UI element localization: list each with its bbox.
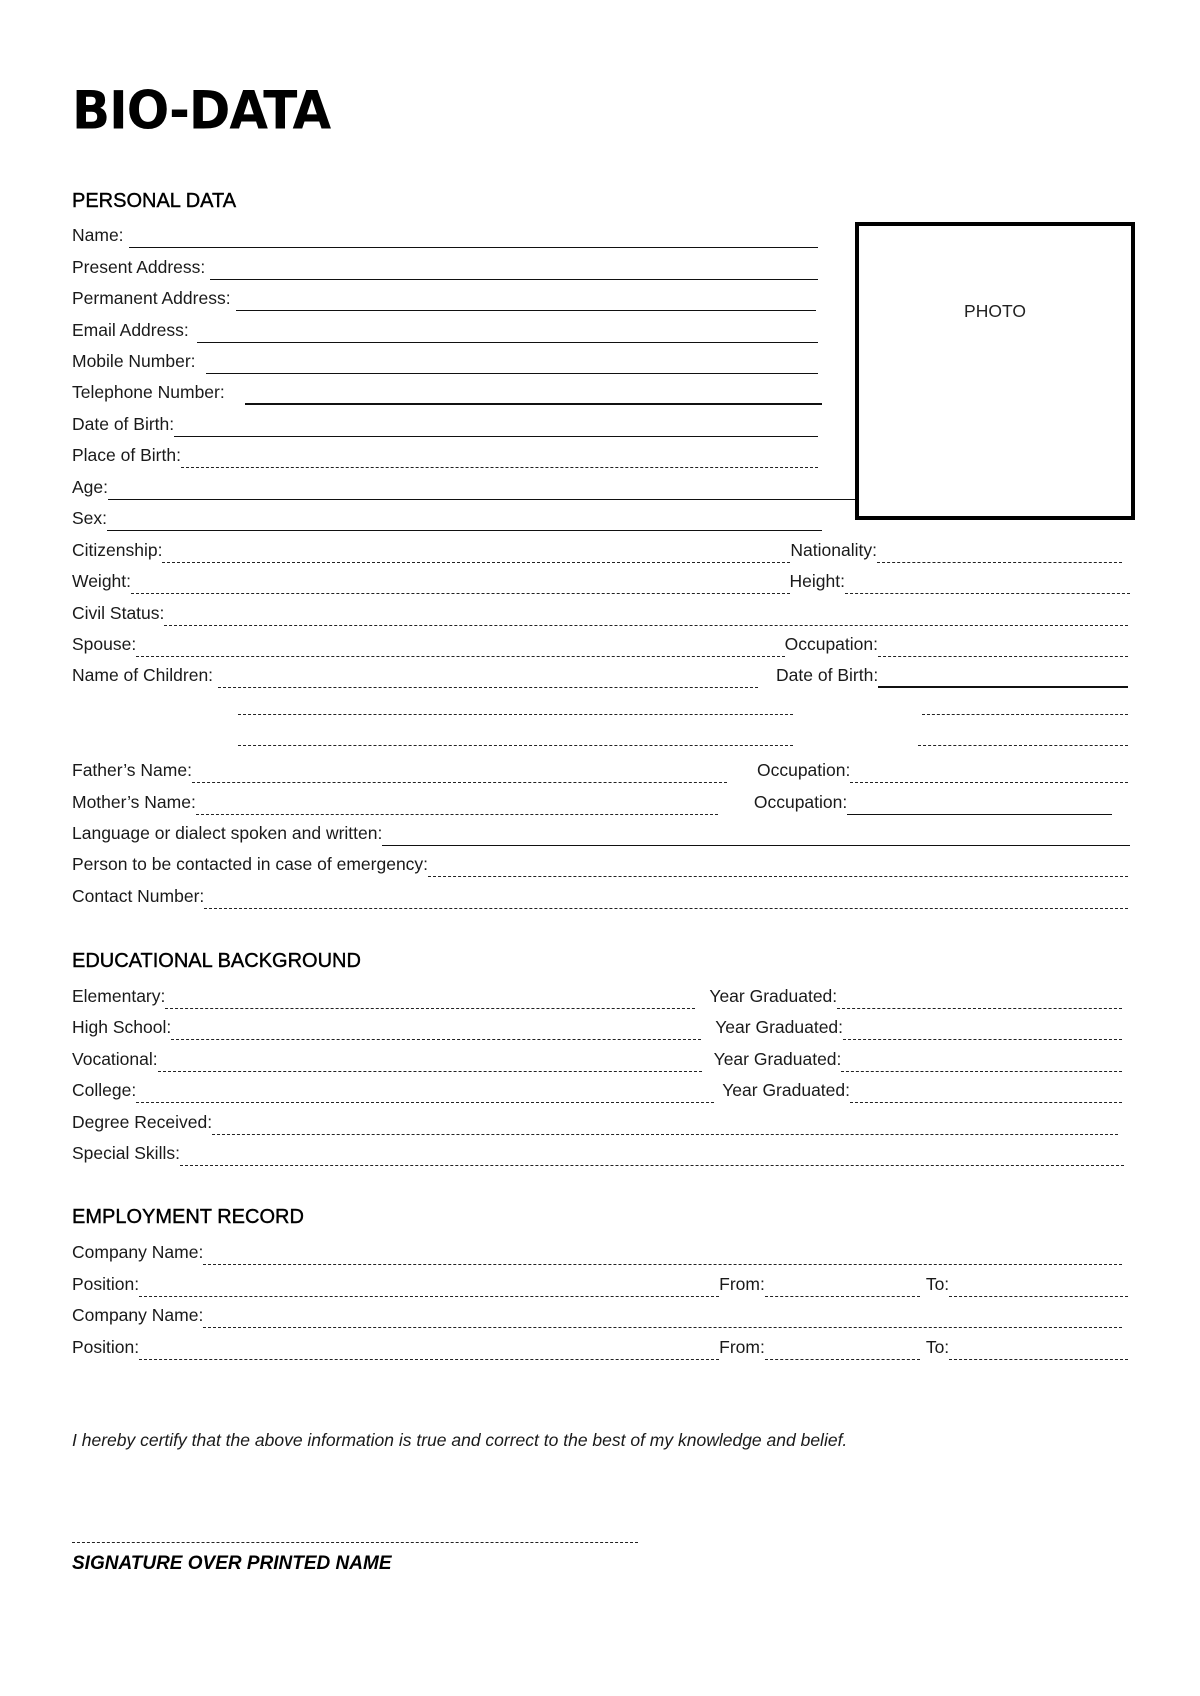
photo-box[interactable] (855, 222, 1135, 520)
dob-label: Date of Birth: (72, 414, 175, 434)
nationality-label: Nationality: (790, 540, 877, 560)
vocational-line (158, 1053, 702, 1072)
mobile-field[interactable] (72, 350, 818, 374)
emergency-row[interactable] (72, 853, 1128, 877)
signature-line[interactable] (72, 1542, 638, 1543)
high-school-row[interactable] (72, 1016, 1122, 1040)
sex-label: Sex: (72, 508, 108, 528)
mother-label: Mother’s Name: (72, 792, 196, 812)
children-line-3[interactable] (238, 744, 793, 746)
to-line-2 (949, 1341, 1128, 1360)
to-label-2: To: (925, 1337, 950, 1357)
college-row[interactable] (72, 1079, 1122, 1103)
vocational-year-line (841, 1053, 1122, 1072)
citizenship-label: Citizenship: (72, 540, 163, 560)
section-heading-employment: EMPLOYMENT RECORD (72, 1206, 304, 1228)
skills-label: Special Skills: (72, 1143, 180, 1163)
present-address-label: Present Address: (72, 257, 206, 277)
spouse-occupation-line (878, 638, 1128, 657)
position-label-2: Position: (72, 1337, 140, 1357)
mother-row[interactable] (72, 791, 1112, 815)
weight-label: Weight: (72, 571, 132, 591)
dob-field[interactable] (72, 413, 818, 437)
degree-label: Degree Received: (72, 1112, 213, 1132)
elementary-label: Elementary: (72, 986, 166, 1006)
children-dob-line-3[interactable] (918, 744, 1128, 746)
height-line (845, 575, 1130, 594)
email-field[interactable] (72, 319, 818, 343)
mobile-label: Mobile Number: (72, 351, 196, 371)
skills-row[interactable] (72, 1142, 1124, 1166)
mother-line (196, 796, 718, 815)
college-line (136, 1084, 714, 1103)
father-row[interactable] (72, 759, 1128, 783)
from-label-1: From: (719, 1274, 765, 1294)
language-label: Language or dialect spoken and written: (72, 823, 383, 843)
high-school-label: High School: (72, 1017, 172, 1037)
spouse-row[interactable] (72, 633, 1128, 657)
degree-line (212, 1116, 1118, 1135)
college-year-line (850, 1084, 1122, 1103)
civil-status-label: Civil Status: (72, 603, 165, 623)
emergency-label: Person to be contacted in case of emergency: (72, 854, 429, 874)
sex-line (107, 512, 822, 531)
contact-line (204, 890, 1128, 909)
weight-line (131, 575, 790, 594)
name-line (129, 229, 818, 248)
name-label: Name: (72, 225, 124, 245)
spouse-label: Spouse: (72, 634, 137, 654)
present-address-field[interactable] (72, 256, 818, 280)
high-school-year-label: Year Graduated: (715, 1017, 844, 1037)
children-dob-line-1 (878, 668, 1128, 688)
section-heading-education: EDUCATIONAL BACKGROUND (72, 950, 361, 972)
mobile-line (206, 355, 818, 374)
mother-occupation-label: Occupation: (753, 792, 848, 812)
degree-row[interactable] (72, 1111, 1118, 1135)
permanent-address-field[interactable] (72, 287, 816, 311)
email-line (197, 324, 818, 343)
height-label: Height: (789, 571, 845, 591)
certification-statement: I hereby certify that the above information is true and correct to the best of my knowledge and belief. (72, 1430, 848, 1450)
elementary-year-label: Year Graduated: (709, 986, 838, 1006)
mother-occupation-line (847, 796, 1112, 815)
pob-field[interactable] (72, 444, 818, 468)
from-line-1 (765, 1278, 920, 1297)
children-dob-line-2[interactable] (922, 713, 1128, 715)
children-dob-label: Date of Birth: (776, 665, 879, 685)
dob-line (174, 418, 818, 437)
high-school-year-line (843, 1021, 1122, 1040)
section-heading-personal-data: PERSONAL DATA (72, 190, 237, 212)
college-label: College: (72, 1080, 137, 1100)
telephone-line (245, 385, 822, 405)
position-row-1[interactable] (72, 1273, 1128, 1297)
position-row-2[interactable] (72, 1336, 1128, 1360)
language-line (382, 827, 1130, 846)
children-line-2[interactable] (238, 713, 793, 715)
spouse-line (136, 638, 784, 657)
high-school-line (171, 1021, 701, 1040)
children-line-1 (218, 669, 758, 688)
pob-label: Place of Birth: (72, 445, 181, 465)
company-line-2 (203, 1309, 1122, 1328)
elementary-line (165, 990, 695, 1009)
civil-status-line (164, 607, 1128, 626)
age-label: Age: (72, 477, 108, 497)
from-line-2 (765, 1341, 920, 1360)
present-address-line (210, 261, 818, 280)
position-line-2 (139, 1341, 719, 1360)
to-line-1 (949, 1278, 1128, 1297)
spouse-occupation-label: Occupation: (784, 634, 878, 654)
age-line (108, 481, 856, 500)
pob-line (181, 449, 818, 468)
document-title: BIO-DATA (72, 80, 331, 141)
children-label: Name of Children: (72, 665, 214, 685)
company-row-2[interactable] (72, 1304, 1122, 1328)
telephone-label: Telephone Number: (72, 382, 225, 402)
father-label: Father’s Name: (72, 760, 192, 780)
signature-label: SIGNATURE OVER PRINTED NAME (72, 1553, 392, 1574)
citizenship-nationality-row[interactable] (72, 539, 1122, 563)
vocational-label: Vocational: (72, 1049, 158, 1069)
contact-row[interactable] (72, 885, 1128, 909)
emergency-line (428, 858, 1128, 877)
father-occupation-line (850, 764, 1128, 783)
children-row[interactable] (72, 664, 1128, 688)
language-row[interactable] (72, 822, 1130, 846)
age-field[interactable] (72, 476, 856, 500)
contact-label: Contact Number: (72, 886, 205, 906)
email-label: Email Address: (72, 320, 189, 340)
position-line-1 (139, 1278, 719, 1297)
telephone-field[interactable] (72, 381, 822, 405)
company-label-1: Company Name: (72, 1242, 204, 1262)
company-label-2: Company Name: (72, 1305, 204, 1325)
photo-label: PHOTO (964, 300, 1026, 321)
company-row-1[interactable] (72, 1241, 1122, 1265)
nationality-line (877, 544, 1122, 563)
permanent-address-label: Permanent Address: (72, 288, 231, 308)
skills-line (180, 1147, 1124, 1166)
vocational-year-label: Year Graduated: (713, 1049, 842, 1069)
permanent-address-line (236, 292, 816, 311)
name-field[interactable] (72, 224, 818, 248)
sex-field[interactable] (72, 507, 822, 531)
weight-height-row[interactable] (72, 570, 1130, 594)
elementary-row[interactable] (72, 985, 1122, 1009)
civil-status-row[interactable] (72, 602, 1128, 626)
vocational-row[interactable] (72, 1048, 1122, 1072)
from-label-2: From: (719, 1337, 765, 1357)
position-label-1: Position: (72, 1274, 140, 1294)
to-label-1: To: (925, 1274, 950, 1294)
college-year-label: Year Graduated: (722, 1080, 850, 1100)
father-line (192, 764, 727, 783)
company-line-1 (203, 1246, 1122, 1265)
elementary-year-line (837, 990, 1122, 1009)
father-occupation-label: Occupation: (756, 760, 851, 780)
citizenship-line (162, 544, 790, 563)
